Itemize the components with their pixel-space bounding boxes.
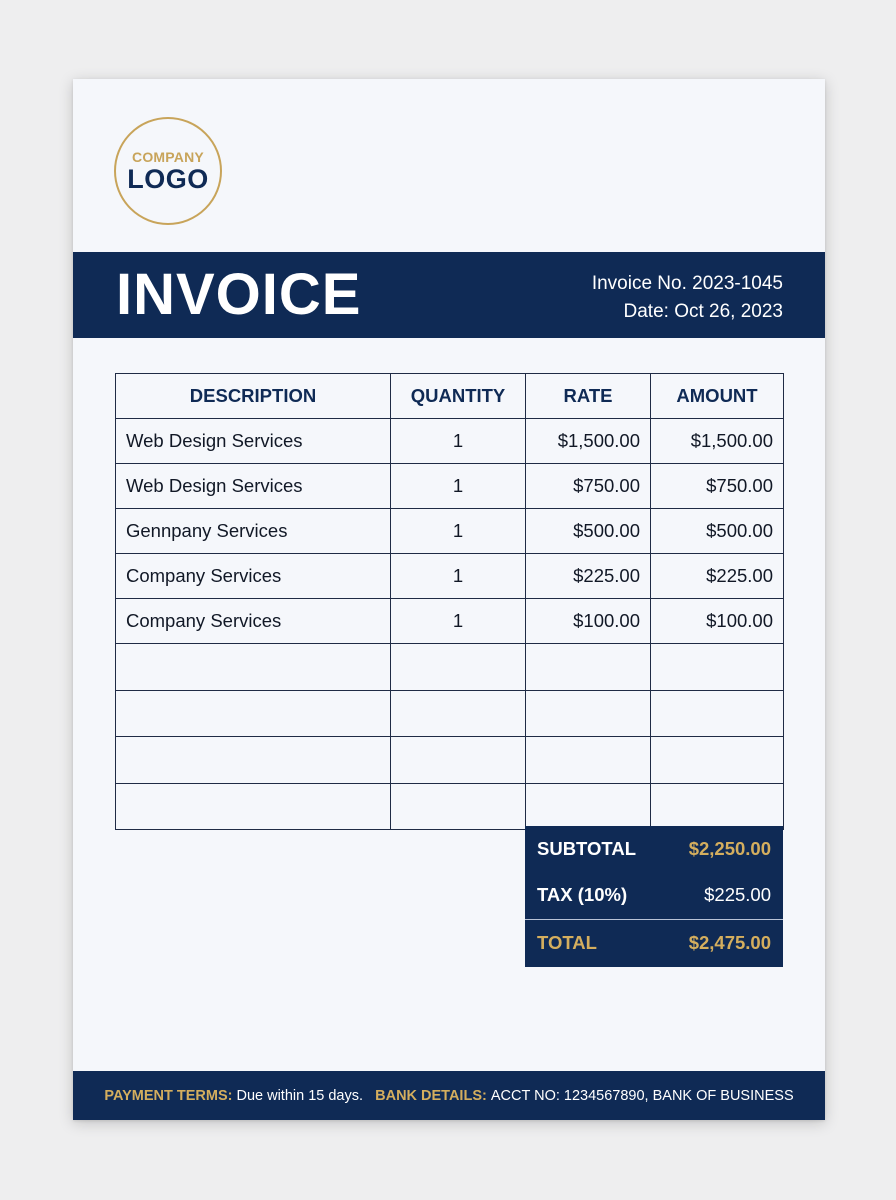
empty-cell: [116, 737, 391, 784]
cell-amount: $225.00: [651, 554, 784, 599]
cell-description: Company Services: [116, 554, 391, 599]
cell-description: Company Services: [116, 599, 391, 644]
cell-amount: $500.00: [651, 509, 784, 554]
tax-label: TAX (10%): [537, 884, 628, 905]
empty-table-row: [116, 737, 784, 784]
table-row: [116, 464, 784, 509]
footer-band: [73, 1071, 825, 1120]
tax-row: [525, 872, 783, 918]
cell-rate: $100.00: [526, 599, 651, 644]
empty-cell: [651, 783, 784, 830]
table-row: [116, 554, 784, 599]
cell-amount: $750.00: [651, 464, 784, 509]
invoice-title: INVOICE: [116, 262, 362, 327]
company-logo: [114, 117, 222, 225]
empty-cell: [651, 644, 784, 691]
cell-rate: $225.00: [526, 554, 651, 599]
total-value: $2,475.00: [688, 932, 771, 953]
cell-quantity: 1: [391, 509, 526, 554]
bank-details-label: BANK DETAILS:: [375, 1087, 487, 1104]
title-band: [73, 252, 825, 338]
empty-cell: [116, 644, 391, 691]
table-row: [116, 419, 784, 464]
line-items-table: [115, 373, 784, 830]
cell-description: Gennpany Services: [116, 509, 391, 554]
empty-cell: [526, 783, 651, 830]
header-description: DESCRIPTION: [116, 374, 391, 419]
header-amount: AMOUNT: [651, 374, 784, 419]
empty-table-row: [116, 690, 784, 737]
table-row: [116, 509, 784, 554]
logo-line-logo: LOGO: [127, 164, 209, 194]
logo-line-company: COMPANY: [132, 149, 204, 165]
table-row: [116, 599, 784, 644]
cell-quantity: 1: [391, 464, 526, 509]
empty-cell: [391, 783, 526, 830]
cell-amount: $100.00: [651, 599, 784, 644]
empty-cell: [391, 737, 526, 784]
empty-cell: [116, 690, 391, 737]
invoice-number: Invoice No. 2023-1045: [591, 273, 783, 294]
subtotal-label: SUBTOTAL: [537, 838, 637, 859]
empty-cell: [116, 783, 391, 830]
empty-cell: [651, 690, 784, 737]
empty-cell: [526, 644, 651, 691]
table-header-row: [116, 374, 784, 419]
total-row: [525, 920, 783, 966]
cell-rate: $1,500.00: [526, 419, 651, 464]
cell-rate: $500.00: [526, 509, 651, 554]
cell-quantity: 1: [391, 554, 526, 599]
header-quantity: QUANTITY: [391, 374, 526, 419]
cell-quantity: 1: [391, 599, 526, 644]
payment-terms-label: PAYMENT TERMS:: [104, 1087, 233, 1104]
header-rate: RATE: [526, 374, 651, 419]
cell-rate: $750.00: [526, 464, 651, 509]
tax-value: $225.00: [704, 884, 771, 905]
empty-table-row: [116, 783, 784, 830]
total-label: TOTAL: [537, 932, 597, 953]
empty-cell: [526, 737, 651, 784]
cell-quantity: 1: [391, 419, 526, 464]
cell-description: Web Design Services: [116, 419, 391, 464]
empty-cell: [526, 690, 651, 737]
empty-cell: [391, 644, 526, 691]
empty-table-row: [116, 644, 784, 691]
invoice-meta: [592, 270, 783, 326]
cell-description: Web Design Services: [116, 464, 391, 509]
totals-box: [525, 826, 783, 967]
subtotal-value: $2,250.00: [688, 838, 771, 859]
payment-terms-text: Due within 15 days.: [236, 1087, 364, 1104]
invoice-page: [73, 79, 825, 1120]
bank-details-text: ACCT NO: 1234567890, BANK OF BUSINESS: [490, 1087, 794, 1104]
subtotal-row: [525, 826, 783, 872]
empty-cell: [651, 737, 784, 784]
cell-amount: $1,500.00: [651, 419, 784, 464]
invoice-date: Date: Oct 26, 2023: [623, 301, 783, 322]
empty-cell: [391, 690, 526, 737]
